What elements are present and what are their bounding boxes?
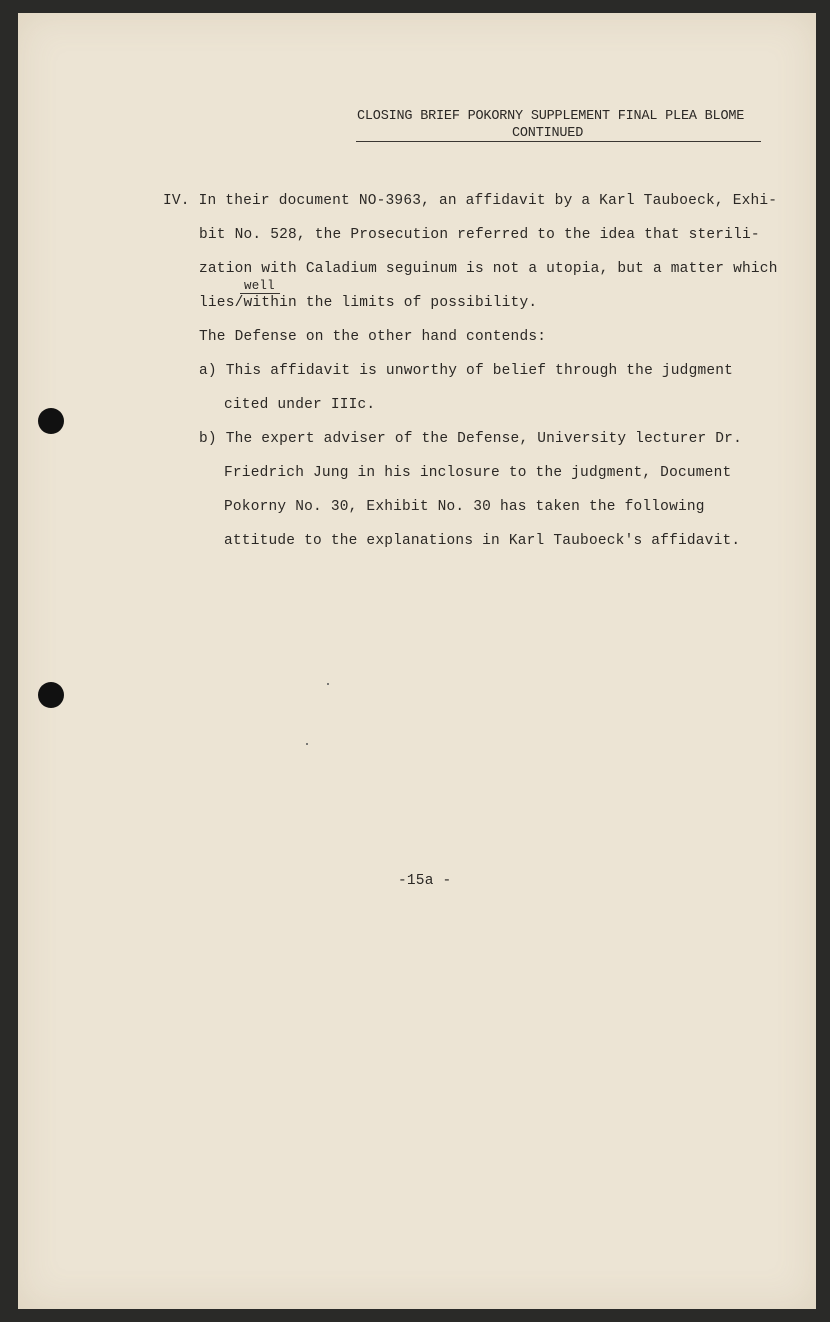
point-b-line-3: Pokorny No. 30, Exhibit No. 30 has taken the following	[224, 499, 705, 515]
point-a-line-2: cited under IIIc.	[224, 397, 376, 413]
header-underline	[356, 141, 761, 142]
page-number: -15a -	[398, 873, 452, 889]
paragraph-iv-line-3: zation with Caladium seguinum is not a utopia, but a matter which	[199, 261, 778, 277]
punch-hole-bottom	[38, 682, 64, 708]
header-continued: CONTINUED	[512, 126, 584, 141]
point-b-line-1: b) The expert adviser of the Defense, University lecturer Dr.	[199, 431, 742, 447]
handwritten-insertion: well	[244, 279, 275, 293]
point-b-line-2: Friedrich Jung in his inclosure to the judgment, Document	[224, 465, 732, 481]
paragraph-iv-line-2: bit No. 528, the Prosecution referred to the idea that sterili-	[199, 227, 760, 243]
paper-speck	[306, 743, 308, 745]
paragraph-iv-line-1: IV. In their document NO-3963, an affidavit by a Karl Tauboeck, Exhi-	[163, 193, 778, 209]
point-b-line-4: attitude to the explanations in Karl Tauboeck's affidavit.	[224, 533, 741, 549]
paper-speck	[327, 683, 329, 685]
punch-hole-top	[38, 408, 64, 434]
defense-contends-line: The Defense on the other hand contends:	[199, 329, 547, 345]
header-title: CLOSING BRIEF POKORNY SUPPLEMENT FINAL PLEA BLOME	[357, 109, 745, 124]
paragraph-iv-line-4: lies/within the limits of possibility.	[199, 295, 538, 311]
point-a-line-1: a) This affidavit is unworthy of belief through the judgment	[199, 363, 734, 379]
